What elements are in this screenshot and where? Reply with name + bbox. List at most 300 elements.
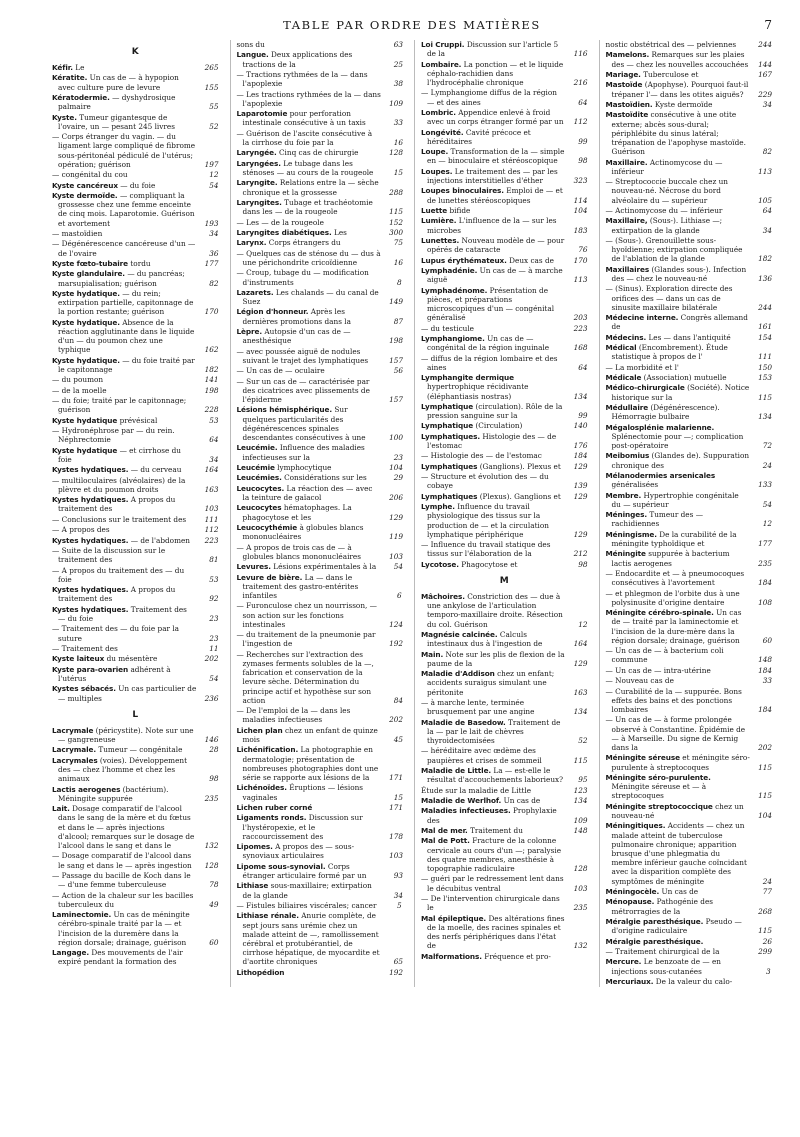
entry-text: — Croup, tubage du — modification d'instruments xyxy=(236,268,369,287)
index-entry xyxy=(421,266,588,284)
index-entry xyxy=(421,952,588,961)
entry-text: (péricystite). Note sur une — gangreneuse xyxy=(58,725,194,744)
entry-page-number: 25 xyxy=(393,59,403,69)
index-entry xyxy=(421,373,588,401)
entry-headword: Lazarets. xyxy=(236,287,274,297)
index-entry xyxy=(606,510,773,528)
entry-headword: Lichen plan xyxy=(236,725,283,735)
entry-page-number: 72 xyxy=(762,441,772,451)
entry-headword: Kératite. xyxy=(52,73,88,83)
entry-text: — mastoïdien xyxy=(52,228,103,238)
entry-headword: Lichen ruber corné xyxy=(236,802,313,812)
entry-headword: Médico-chirurgicale xyxy=(605,383,685,393)
entry-page-number: 182 xyxy=(758,254,772,264)
entry-text: Après les dernières promotions dans la xyxy=(242,307,351,326)
index-entry xyxy=(606,451,773,469)
entry-text: — dyshydrosique palmaire xyxy=(58,92,176,112)
index-entry xyxy=(606,773,773,801)
entry-headword: Laryngée. xyxy=(236,148,277,158)
entry-text: Discussion sur l'article 5 de la xyxy=(427,40,559,59)
index-entry xyxy=(52,63,219,72)
entry-headword: Kératodermie. xyxy=(52,92,110,102)
entry-page-number: 176 xyxy=(573,441,588,451)
entry-text: Les xyxy=(334,227,347,237)
entry-headword: Kystes hydatiques. xyxy=(52,535,129,545)
index-entry xyxy=(606,666,773,675)
entry-page-number: 115 xyxy=(758,392,772,402)
entry-headword: Mamelons. xyxy=(605,50,650,60)
entry-page-number: 164 xyxy=(204,465,219,475)
entry-text: du mésentère xyxy=(106,654,158,664)
index-entry xyxy=(52,566,219,584)
entry-page-number: 115 xyxy=(389,207,403,217)
entry-page-number: 54 xyxy=(393,562,403,572)
entry-text: — A propos de trois cas de — à globules blancs mononucléaires xyxy=(236,542,361,561)
index-entry xyxy=(52,891,219,909)
index-entry xyxy=(421,472,588,490)
entry-text: Kyste dermoïde xyxy=(654,99,713,109)
index-entry xyxy=(421,826,588,835)
entry-headword: Leucocytes. xyxy=(236,483,285,493)
entry-text: — Corps étranger du vagin. — du ligament large compliqué de fibrome sous-péritonéal pédiculé de l'utérus; opération; guérison xyxy=(52,132,196,169)
entry-page-number: 34 xyxy=(209,228,219,238)
index-entry xyxy=(52,756,219,784)
entry-page-number: 223 xyxy=(204,535,219,545)
entry-text: — de la moelle xyxy=(52,385,107,395)
index-entry xyxy=(421,502,588,539)
entry-page-number: 92 xyxy=(209,594,219,604)
entry-text: A propos des — sous-synoviaux articulaires xyxy=(242,842,355,861)
entry-page-number: 111 xyxy=(758,352,772,362)
entry-text: Un cas particulier de — multiples xyxy=(58,684,197,703)
entry-text: — avec poussée aiguë de nodules suivant le trajet des lymphatiques xyxy=(236,346,369,365)
entry-text: Tumeur gigantesque de l'ovaire, un — pesant 245 livres xyxy=(58,112,175,131)
entry-text: hématophages. La phagocytose et les xyxy=(242,503,352,522)
index-entry xyxy=(52,269,219,287)
entry-text: — multiloculaires (alvéolaires) de la plèvre et du poumon droits xyxy=(52,475,186,494)
index-entry xyxy=(237,484,404,502)
entry-headword: Leucémies. xyxy=(236,473,282,483)
entry-headword: Laparotomie xyxy=(236,109,288,119)
index-entry xyxy=(421,914,588,951)
entry-page-number: 202 xyxy=(758,743,772,752)
entry-text: Le tubage dans les sténoses — au cours de la rougeole xyxy=(242,158,374,177)
entry-headword: Kyste dermoïde. xyxy=(52,190,118,200)
entry-headword: Levures. xyxy=(236,562,271,572)
entry-page-number: 161 xyxy=(758,322,772,332)
index-entry xyxy=(237,968,404,977)
index-entry xyxy=(606,284,773,312)
entry-page-number: 33 xyxy=(762,676,772,686)
entry-headword: Loupes. xyxy=(421,166,453,176)
entry-headword: Mâchoires. xyxy=(421,592,465,602)
entry-page-number: 155 xyxy=(204,82,219,92)
entry-text: Autopsie d'un cas de — anesthésique xyxy=(242,327,351,346)
entry-page-number: 64 xyxy=(209,435,219,445)
entry-page-number: 23 xyxy=(393,452,403,462)
entry-headword: Maxillaires xyxy=(605,264,650,274)
entry-headword: Kystes sébacés. xyxy=(52,684,116,694)
index-entry xyxy=(52,726,219,744)
entry-page-number: 124 xyxy=(389,619,403,629)
entry-text: Phagocytose et xyxy=(461,559,518,569)
index-entry xyxy=(237,650,404,705)
entry-text: chez un enfant; accidents suraigus simulant une péritonite xyxy=(427,669,555,697)
index-entry xyxy=(421,796,588,805)
index-entry xyxy=(237,862,404,880)
entry-headword: Maxillaire, xyxy=(605,216,648,226)
entry-headword: Luette xyxy=(421,205,448,215)
entry-page-number: 104 xyxy=(389,463,403,473)
entry-text: Pseudo — d'origine radiculaire xyxy=(611,916,742,936)
entry-headword: Kyste hydatique xyxy=(52,415,118,425)
entry-page-number: 153 xyxy=(758,373,772,383)
index-entry: — Fistules biliaires viscérales; cancer 5 xyxy=(236,900,402,910)
entry-text: — Un cas de — oculaire xyxy=(236,366,325,376)
entry-page-number: 64 xyxy=(762,205,772,215)
entry-page-number: 87 xyxy=(393,316,403,326)
entry-text: Les chalands — du canal de Suez xyxy=(242,287,379,307)
entry-text: Accidents — chez un malade atteint de tuberculose pulmonaire chronique; apparition brusque d'une phlegmatia du membre inférieur gauche coïncidant avec la disparition complète des symptômes de méningite xyxy=(611,821,747,886)
index-entry xyxy=(421,167,588,185)
entry-headword: Lymphangiome. xyxy=(421,333,485,343)
entry-text: Deux applications des tractions de la xyxy=(242,50,353,69)
entry-text: Fracture de la colonne cervicale au cours d'un —; paralysie des quatre membres, anesthésie à topographie radiculaire xyxy=(427,836,562,873)
index-entry xyxy=(52,585,219,603)
entry-text: Un cas de — congénital de la région inguinale xyxy=(427,333,550,353)
entry-page-number: 129 xyxy=(573,529,588,539)
entry-page-number: 152 xyxy=(389,217,403,227)
entry-headword: Langue. xyxy=(236,50,269,60)
entry-text: — Structure et évolution des — du cobaye xyxy=(421,472,549,491)
entry-page-number: 116 xyxy=(573,49,588,59)
index-entry xyxy=(52,525,219,534)
entry-headword: Main. xyxy=(421,649,444,659)
entry-page-number: 170 xyxy=(204,307,219,317)
entry-text: — héréditaire avec œdème des paupières et crises de sommeil xyxy=(421,746,542,765)
index-entry xyxy=(421,698,588,716)
entry-headword: Lunettes. xyxy=(421,235,460,245)
entry-text: Splénectomie pour —; complication post-opératoire xyxy=(611,431,744,451)
entry-headword: Mal de Pott. xyxy=(421,836,470,846)
entry-text: — du pancréas; marsupialisation; guérison xyxy=(58,269,185,288)
entry-page-number: 115 xyxy=(758,926,772,936)
entry-headword: Membre. xyxy=(605,490,642,500)
entry-page-number: 16 xyxy=(393,137,403,147)
index-entry xyxy=(52,495,219,513)
entry-headword: Kystes hydatiques. xyxy=(52,604,129,614)
entry-page-number: 113 xyxy=(758,166,772,176)
entry-page-number: 128 xyxy=(573,863,588,873)
entry-text: — du foie; traité par le capitonnage; guérison xyxy=(52,396,187,415)
entry-headword: Lumière. xyxy=(421,216,457,226)
entry-page-number: 177 xyxy=(758,539,772,549)
entry-page-number: 34 xyxy=(393,890,403,900)
entry-text: Actinomycose du — inférieur xyxy=(611,157,723,176)
section-letter: K xyxy=(131,47,139,57)
entry-page-number: 134 xyxy=(573,707,588,717)
index-entry xyxy=(237,726,404,744)
entry-page-number: 132 xyxy=(573,941,588,951)
entry-headword: Mastoïde xyxy=(605,80,643,90)
index-entry xyxy=(237,473,404,482)
index-entry xyxy=(237,159,404,177)
entry-headword: Médicale xyxy=(605,373,642,383)
entry-page-number: 29 xyxy=(393,473,403,483)
entry-text: — Action de la chaleur sur les bacilles tuberculeux du xyxy=(52,890,194,909)
entry-page-number: 132 xyxy=(204,840,219,850)
index-entry xyxy=(421,560,588,569)
entry-headword: Méningite streptococcique xyxy=(605,801,713,811)
entry-page-number: 63 xyxy=(393,40,403,49)
entry-page-number: 202 xyxy=(204,654,219,664)
index-entry xyxy=(606,236,773,264)
entry-headword: Méninges. xyxy=(605,510,647,520)
index-entry xyxy=(421,108,588,126)
index-entry xyxy=(421,894,588,912)
entry-text: — Un cas de — intra-utérine xyxy=(605,665,711,675)
entry-page-number: 52 xyxy=(209,121,219,131)
entry-headword: Kyste fœto-tubaire xyxy=(52,258,129,268)
entry-text: — Dégénérescence cancéreuse d'un — de l'ovaire xyxy=(52,239,196,258)
section-letter: L xyxy=(132,709,139,720)
index-entry xyxy=(606,821,773,885)
entry-page-number: 193 xyxy=(204,218,219,228)
entry-text: généralisées xyxy=(611,480,659,490)
entry-page-number: 24 xyxy=(762,460,772,470)
entry-headword: Leucémie xyxy=(236,463,275,473)
index-entry xyxy=(606,937,773,946)
entry-page-number: 109 xyxy=(389,98,403,108)
entry-text: — et cirrhose du foie xyxy=(58,445,181,464)
entry-text: Présentation de pièces, et préparations microscopiques d'un — congénital généralisé xyxy=(427,285,555,323)
entry-text: La — est-elle le résultat d'accouchements laborieux? xyxy=(427,766,564,785)
entry-text: — Histologie des — de l'estomac xyxy=(421,451,542,461)
entry-text: — de l'abdomen xyxy=(130,535,191,545)
entry-headword: Kystes hydatiques. xyxy=(52,585,129,595)
index-entry xyxy=(237,307,404,325)
index-entry xyxy=(606,917,773,935)
index-entry xyxy=(421,402,588,420)
entry-text: et méningite séro-purulente à streptocoques xyxy=(611,753,750,772)
index-entry xyxy=(606,70,773,79)
entry-page-number: 112 xyxy=(573,117,588,127)
index-entry xyxy=(421,256,588,265)
entry-headword: Lacrymales xyxy=(52,755,98,765)
entry-page-number: 105 xyxy=(758,195,772,205)
entry-page-number: 235 xyxy=(204,793,219,803)
index-entry xyxy=(606,100,773,109)
entry-text: Sur quelques particularités des dégénérescences spinales descendantes consécutives à une xyxy=(242,405,366,443)
index-entry xyxy=(606,40,773,49)
index-entry xyxy=(52,191,219,228)
entry-text: — Furonculose chez un nourrisson, — son action sur les fonctions intestinales xyxy=(236,601,377,629)
entry-page-number: 216 xyxy=(573,78,588,87)
index-entry xyxy=(421,286,588,323)
entry-headword: Lait. xyxy=(52,804,70,814)
entry-page-number: 184 xyxy=(758,705,772,714)
index-entry xyxy=(237,366,404,375)
entry-headword: Mariage. xyxy=(605,69,641,79)
index-entry xyxy=(421,806,588,824)
entry-headword: Lombaire. xyxy=(421,59,462,69)
entry-page-number: 134 xyxy=(573,391,588,401)
index-entry xyxy=(606,897,773,915)
index-entry xyxy=(52,375,219,384)
index-entry xyxy=(421,540,588,558)
entry-text: Un cas de xyxy=(503,795,541,805)
index-entry xyxy=(237,228,404,237)
index-entry xyxy=(606,646,773,664)
index-entry xyxy=(606,947,773,956)
entry-headword: Kyste glandulaire. xyxy=(52,269,125,279)
entry-page-number: 323 xyxy=(573,175,588,185)
entry-text: lymphocytique xyxy=(277,463,332,473)
entry-page-number: 98 xyxy=(209,774,219,784)
entry-page-number: 15 xyxy=(393,792,403,802)
entry-text: Tumeur — congénitale xyxy=(98,745,183,755)
entry-page-number: 95 xyxy=(578,775,588,785)
entry-text: Note sur les plis de flexion de la paume de la xyxy=(427,649,565,668)
entry-headword: Lipomes. xyxy=(236,842,273,852)
index-entry xyxy=(606,110,773,156)
entry-page-number: 141 xyxy=(204,375,219,385)
entry-headword: Maladie de Werlhof. xyxy=(421,795,502,805)
entry-text: — à marche lente, terminée brusquement par une angine xyxy=(421,698,535,717)
index-entry xyxy=(606,373,773,382)
entry-text: La — dans le traitement des gastro-entérites infantiles xyxy=(242,572,359,600)
entry-page-number: 115 xyxy=(758,791,772,801)
index-entry xyxy=(237,543,404,561)
entry-text: — Passage du bacille de Koch dans le — d'une femme tuberculeuse xyxy=(52,870,191,890)
entry-headword: Kyste hydatique. xyxy=(52,317,120,327)
entry-page-number: 177 xyxy=(204,258,219,268)
index-entry xyxy=(237,327,404,345)
index-entry xyxy=(421,236,588,254)
index-entry xyxy=(52,416,219,425)
index-entry xyxy=(237,803,404,812)
index-entry xyxy=(421,324,588,333)
index-entry xyxy=(421,630,588,648)
entry-text: — Dosage comparatif de l'alcool dans le sang et dans le — après ingestion xyxy=(52,851,192,870)
entry-page-number: 98 xyxy=(578,559,588,569)
entry-page-number: 54 xyxy=(209,673,219,683)
entry-text: — Fistules biliaires viscérales; cancer xyxy=(236,900,377,910)
entry-headword: Lupus érythémateux. xyxy=(421,255,507,265)
entry-page-number: 203 xyxy=(573,313,588,323)
entry-text: consécutive à une otite externe; abcès sous-dural; périphlébite du sinus latéral; trépanation de l'apophyse mastoïde. Guérison xyxy=(611,110,746,157)
entry-page-number: 183 xyxy=(573,225,588,235)
index-entry xyxy=(421,216,588,234)
entry-text: (Plexus). Ganglions et xyxy=(479,491,561,501)
entry-page-number: 134 xyxy=(573,795,588,805)
entry-page-number: 146 xyxy=(204,734,219,744)
index-entry xyxy=(237,148,404,157)
entry-page-number: 76 xyxy=(578,245,588,255)
entry-text: Influence des maladies infectieuses sur la xyxy=(242,443,365,462)
entry-text: (Glandes sous-). Infection des — chez le nouveau-né xyxy=(611,264,747,283)
entry-headword: Leucocytes xyxy=(236,503,282,513)
index-entry xyxy=(237,249,404,267)
entry-page-number: 64 xyxy=(578,97,588,107)
entry-text: A propos du traitement des xyxy=(58,585,176,604)
entry-text: Tubage et trachéotomie dans les — de la rougeole xyxy=(242,197,373,217)
index-entry xyxy=(606,676,773,685)
entry-text: tordu xyxy=(130,258,151,268)
entry-page-number: 223 xyxy=(573,323,588,333)
entry-headword: Médical xyxy=(605,343,637,353)
entry-page-number: 148 xyxy=(758,655,772,665)
entry-page-number: 144 xyxy=(758,59,772,69)
index-entry xyxy=(421,669,588,697)
entry-text: — du foie xyxy=(120,180,156,190)
entry-text: Discussion sur l'hystéropexie, et le raccourcissement des xyxy=(242,813,363,841)
entry-text: Corps étranger articulaire formé par un xyxy=(242,861,367,880)
entry-headword: Larynx. xyxy=(236,238,267,248)
index-entry xyxy=(237,218,404,227)
entry-text: Fréquence et pro- xyxy=(484,951,551,961)
entry-text: L'influence de la — sur les microbes xyxy=(427,216,557,235)
index-entry xyxy=(606,50,773,68)
entry-headword: Lichénoïdes. xyxy=(236,783,287,793)
running-title: TABLE PAR ORDRE DES MATIÈRES xyxy=(283,18,541,32)
index-entry xyxy=(606,715,773,752)
index-entry xyxy=(606,491,773,509)
index-column-2 xyxy=(230,40,404,987)
entry-page-number: 112 xyxy=(204,525,219,535)
entry-text: (Encombrement). Étude statistique à propos de l' xyxy=(611,343,728,362)
entry-page-number: 82 xyxy=(209,278,219,288)
index-entry xyxy=(606,802,773,820)
entry-text: — du poumon xyxy=(52,375,104,385)
entry-text: Lésions expérimentales à la xyxy=(273,562,377,572)
entry-text: — La morbidité et l' xyxy=(605,362,679,372)
index-entry xyxy=(421,128,588,146)
index-entry xyxy=(606,363,773,372)
entry-headword: Lèpre. xyxy=(236,327,263,337)
entry-page-number: 77 xyxy=(762,886,772,896)
entry-headword: Kyste para-ovarien xyxy=(52,664,129,674)
entry-text: (circulation). Rôle de la pression sanguine sur la xyxy=(427,401,563,421)
entry-text: — Hydronéphrose par — du rein. Néphrectomie xyxy=(52,426,175,445)
entry-page-number: 229 xyxy=(758,89,772,99)
entry-page-number: 109 xyxy=(573,815,588,825)
entry-text: Remarques sur les plaies des — chez les nouvelles accouchées xyxy=(611,50,749,69)
entry-headword: Lichénification. xyxy=(236,745,299,755)
entry-page-number: 115 xyxy=(758,762,772,772)
entry-text: Un cas de — à hypopion avec culture pure de levure xyxy=(58,73,179,92)
entry-headword: Lymphatique xyxy=(421,401,474,411)
index-entry xyxy=(421,40,588,58)
entry-text: — du rein; extirpation partielle, capitonnage de la portion restante; guérison xyxy=(58,288,194,317)
entry-headword: Lipome sous-synovial. xyxy=(236,861,326,871)
index-entry xyxy=(421,836,588,873)
entry-text: — (Sous-). Grenouillette sous-hyoïdienne; extirpation compliquée de l'ablation de la glande xyxy=(605,235,743,264)
index-entry xyxy=(52,851,219,869)
index-column-4 xyxy=(599,40,773,987)
index-entry xyxy=(606,206,773,215)
entry-text: Influence du travail physiologique des tissus sur la production de — et la circulation lymphatique périphérique xyxy=(427,502,549,539)
index-entry xyxy=(421,432,588,450)
entry-page-number: 34 xyxy=(762,225,772,235)
index-entry xyxy=(237,405,404,442)
entry-page-number: 300 xyxy=(389,227,403,237)
entry-page-number: 28 xyxy=(209,745,219,755)
entry-headword: Méningite séreuse xyxy=(605,753,680,763)
entry-headword: Méningisme. xyxy=(605,529,657,539)
index-entry xyxy=(421,874,588,892)
entry-text: prévésical xyxy=(119,415,158,425)
